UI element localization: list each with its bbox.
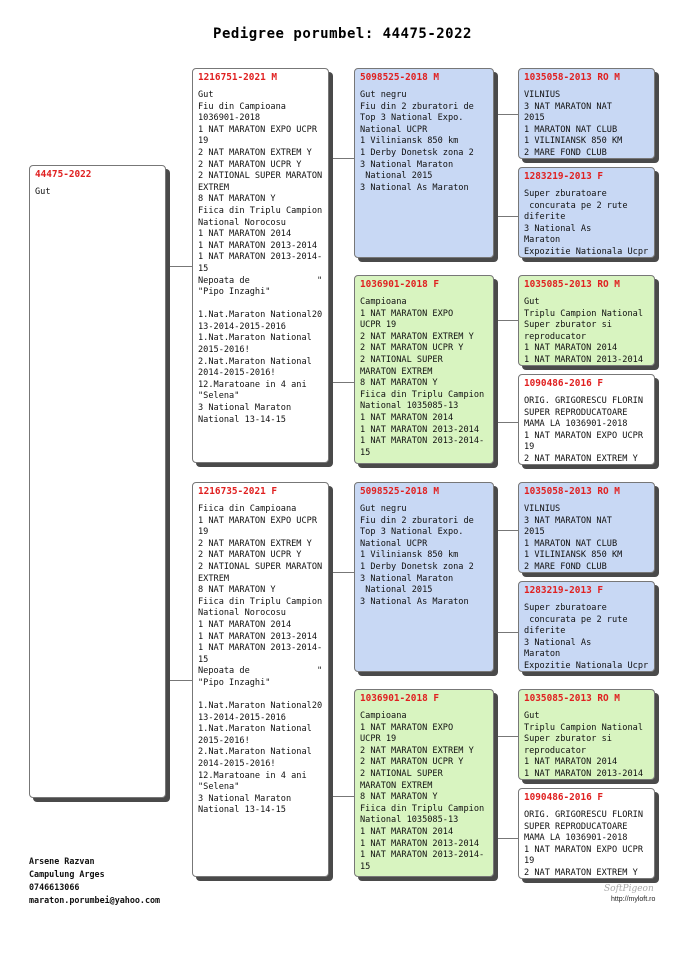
connector-line (496, 632, 518, 633)
great-grandsire-id: 1035085-2013 RO M (524, 279, 620, 290)
great-grandsire-text: Gut Triplu Campion National Super zburator si reproducator 1 NAT MARATON 2014 1 NAT MARATON 2013-2014 (524, 297, 643, 365)
connector-line (330, 158, 354, 159)
grandsire-text: Gut negru Fiu din 2 zburatori de Top 3 National Expo. National UCPR 1 Viliniansk 850 km 1 Derby Donetsk zona 2 3 National Maraton National 2015 3 National As Maraton (360, 90, 474, 193)
connector-line (496, 838, 518, 839)
connector-line (496, 320, 497, 422)
grandsire-id: 5098525-2018 M (360, 486, 440, 497)
dam-text: Fiica din Campioana 1 NAT MARATON EXPO UCPR 19 2 NAT MARATON EXTREM Y 2 NAT MARATON UCPR Y 2 NATIONAL SUPER MARATON EXTREM 8 NAT MARATON Y Fiica din Triplu Campion National Norocosu 1 NAT MARATON 2014 1 NAT MARATON 2013-2014 1 NAT MARATON 2013-2014- 15 Nepoata de " "Pipo Inzaghi" 1.Nat.Maraton National20 13-2014-2015-2016 1.Nat.Maraton National 2015-2016! 2.Nat.Maraton National 2014-2015-2016! 12.Maratoane in 4 ani "Selena" 3 National Maraton National 13-14-15 (198, 504, 323, 816)
connector-line (166, 266, 192, 267)
owner-location: Campulung Arges (29, 869, 105, 879)
great-granddam-card[interactable] (518, 788, 655, 879)
great-grandsire-text: VILNIUS 3 NAT MARATON NAT 2015 1 MARATON NAT CLUB 1 VILINIANSK 850 KM 2 MARE FOND CLUB (524, 90, 623, 158)
owner-email[interactable]: maraton.porumbei@yahoo.com (29, 895, 161, 905)
software-url[interactable]: http://myloft.ro (611, 896, 656, 903)
grandsire-id: 5098525-2018 M (360, 72, 440, 83)
connector-line (496, 736, 518, 737)
granddam-text: Campioana 1 NAT MARATON EXPO UCPR 19 2 NAT MARATON EXTREM Y 2 NAT MARATON UCPR Y 2 NATIONAL SUPER MARATON EXTREM 8 NAT MARATON Y Fiica din Triplu Campion National 1035085-13 1 NAT MARATON 2014 1 NAT MARATON 2013-2014 1 NAT MARATON 2013-2014- 15 (360, 711, 485, 872)
granddam-card[interactable] (354, 275, 494, 464)
granddam-text: Campioana 1 NAT MARATON EXPO UCPR 19 2 NAT MARATON EXTREM Y 2 NAT MARATON UCPR Y 2 NATIONAL SUPER MARATON EXTREM 8 NAT MARATON Y Fiica din Triplu Campion National 1035085-13 1 NAT MARATON 2014 1 NAT MARATON 2013-2014 1 NAT MARATON 2013-2014- 15 (360, 297, 485, 458)
sire-id: 1216751-2021 M (198, 72, 278, 83)
great-granddam-text: Super zburatoare concurata pe 2 rute diferite 3 National As Maraton Expozitie Nationala Ucpr (524, 603, 649, 671)
subject-text: Gut (35, 187, 51, 197)
grandsire-card[interactable] (354, 482, 494, 672)
granddam-id: 1036901-2018 F (360, 693, 440, 704)
owner-name: Arsene Razvan (29, 856, 95, 866)
great-granddam-text: ORIG. GRIGORESCU FLORIN SUPER REPRODUCATOARE MAMA LA 1036901-2018 1 NAT MARATON EXPO UCPR 19 2 NAT MARATON EXTREM Y (524, 810, 643, 878)
connector-line (330, 572, 331, 796)
dam-card[interactable] (192, 482, 329, 877)
owner-phone: 0746613066 (29, 882, 80, 892)
connector-line (496, 114, 518, 115)
granddam-id: 1036901-2018 F (360, 279, 440, 290)
sire-text: Gut Fiu din Campioana 1036901-2018 1 NAT MARATON EXPO UCPR 19 2 NAT MARATON EXTREM Y 2 NAT MARATON UCPR Y 2 NATIONAL SUPER MARATON EXTREM 8 NAT MARATON Y Fiica din Triplu Campion National Norocosu 1 NAT MARATON 2014 1 NAT MARATON 2013-2014 1 NAT MARATON 2013-2014- 15 Nepoata de " "Pipo Inzaghi" 1.Nat.Maraton National20 13-2014-2015-2016 1.Nat.Maraton National 2015-2016! 2.Nat.Maraton National 2014-2015-2016! 12.Maratoane in 4 ani "Selena" 3 National Maraton National 13-14-15 (198, 90, 323, 425)
connector-line (496, 736, 497, 838)
grandsire-card[interactable] (354, 68, 494, 258)
connector-line (496, 114, 497, 216)
connector-line (496, 530, 497, 632)
great-grandsire-text: VILNIUS 3 NAT MARATON NAT 2015 1 MARATON NAT CLUB 1 VILINIANSK 850 KM 2 MARE FOND CLUB (524, 504, 623, 572)
great-grandsire-id: 1035085-2013 RO M (524, 693, 620, 704)
connector-line (496, 530, 518, 531)
dam-id: 1216735-2021 F (198, 486, 278, 497)
great-grandsire-card[interactable] (518, 68, 655, 159)
sire-card[interactable] (192, 68, 329, 463)
great-granddam-id: 1283219-2013 F (524, 585, 604, 596)
great-grandsire-card[interactable] (518, 275, 655, 366)
connector-line (496, 422, 518, 423)
subject-card[interactable] (29, 165, 166, 798)
grandsire-text: Gut negru Fiu din 2 zburatori de Top 3 National Expo. National UCPR 1 Viliniansk 850 km 1 Derby Donetsk zona 2 3 National Maraton National 2015 3 National As Maraton (360, 504, 474, 607)
connector-line (330, 382, 354, 383)
great-granddam-text: Super zburatoare concurata pe 2 rute diferite 3 National As Maraton Expozitie Nationala Ucpr (524, 189, 649, 257)
connector-line (330, 796, 354, 797)
great-grandsire-text: Gut Triplu Campion National Super zburator si reproducator 1 NAT MARATON 2014 1 NAT MARATON 2013-2014 (524, 711, 643, 779)
connector-line (330, 158, 331, 382)
great-grandsire-id: 1035058-2013 RO M (524, 72, 620, 83)
granddam-card[interactable] (354, 689, 494, 877)
connector-line (496, 216, 518, 217)
page-title: Pedigree porumbel: 44475-2022 (213, 26, 472, 42)
great-grandsire-card[interactable] (518, 689, 655, 780)
great-granddam-id: 1090486-2016 F (524, 792, 604, 803)
great-granddam-id: 1283219-2013 F (524, 171, 604, 182)
subject-id: 44475-2022 (35, 169, 92, 180)
great-granddam-text: ORIG. GRIGORESCU FLORIN SUPER REPRODUCATOARE MAMA LA 1036901-2018 1 NAT MARATON EXPO UCPR 19 2 NAT MARATON EXTREM Y (524, 396, 643, 464)
connector-line (330, 572, 354, 573)
great-granddam-card[interactable] (518, 581, 655, 672)
great-granddam-card[interactable] (518, 374, 655, 465)
great-granddam-card[interactable] (518, 167, 655, 258)
great-grandsire-id: 1035058-2013 RO M (524, 486, 620, 497)
great-granddam-id: 1090486-2016 F (524, 378, 604, 389)
connector-line (166, 680, 192, 681)
owner-contact (29, 855, 160, 907)
connector-line (496, 320, 518, 321)
software-logo: SoftPigeon (604, 884, 654, 894)
connector-line (166, 266, 167, 680)
great-grandsire-card[interactable] (518, 482, 655, 573)
